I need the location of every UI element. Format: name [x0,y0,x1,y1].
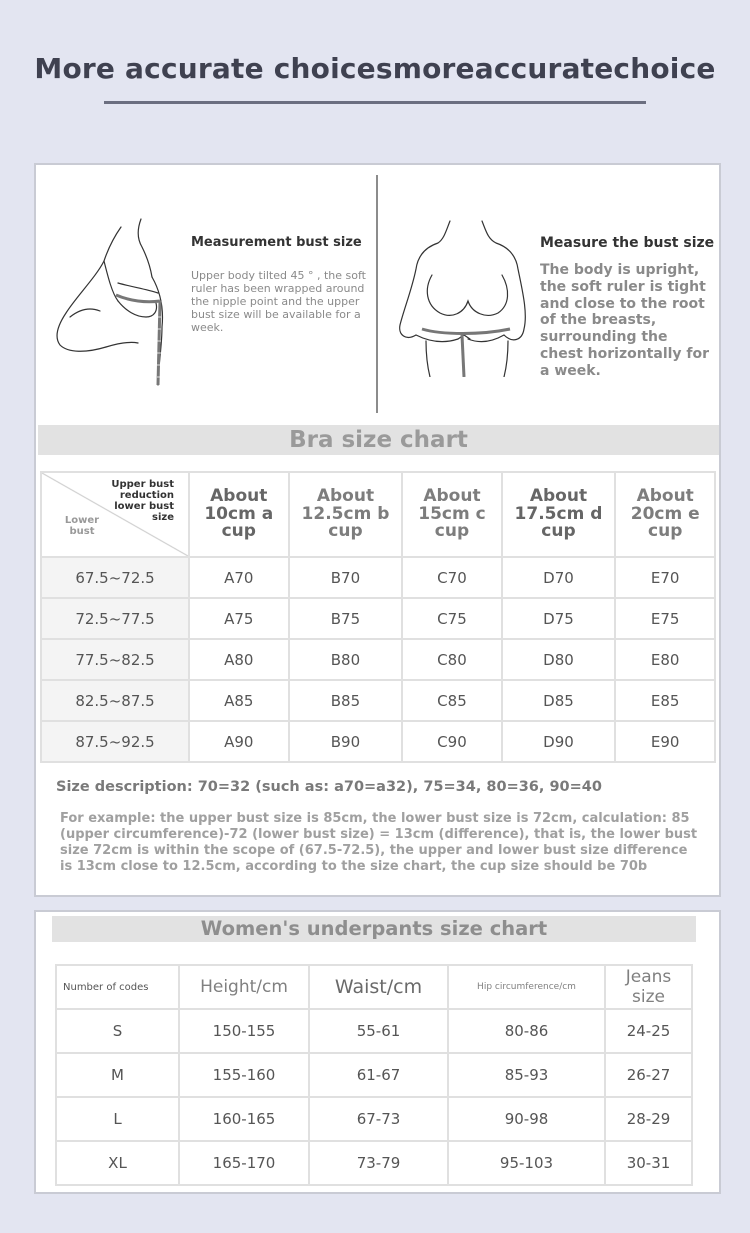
size-cell: A70 [189,557,289,598]
height-header: Height/cm [179,965,309,1009]
size-cell: E90 [615,721,715,762]
size-cell: E85 [615,680,715,721]
hip-cell: 90-98 [448,1097,605,1141]
size-cell: C90 [402,721,501,762]
underpants-size-card [34,910,721,1194]
size-cell: C70 [402,557,501,598]
underpants-chart-title: Women's underpants size chart [52,916,696,942]
size-cell: E75 [615,598,715,639]
bra-table-header-row [41,472,715,557]
size-cell: B70 [289,557,403,598]
headline-underline [104,101,646,104]
size-cell: D85 [502,680,616,721]
code-cell: M [56,1053,179,1097]
size-cell: B90 [289,721,403,762]
table-row [41,639,715,680]
bra-column-header: About 15cm c cup [402,472,501,557]
waist-cell: 67-73 [309,1097,448,1141]
size-cell: D70 [502,557,616,598]
jeans-size-header: Jeans size [605,965,692,1009]
lower-bust-cell: 72.5~77.5 [41,598,189,639]
jeans-size-cell: 28-29 [605,1097,692,1141]
measure-left-title: Measurement bust size [191,235,362,250]
jeans-size-cell: 26-27 [605,1053,692,1097]
size-cell: D75 [502,598,616,639]
page-headline: More accurate choicesmoreaccuratechoice [34,52,716,85]
jeans-size-cell: 30-31 [605,1141,692,1185]
height-cell: 165-170 [179,1141,309,1185]
code-cell: S [56,1009,179,1053]
measure-right-description: The body is upright, the soft ruler is tight and close to the root of the breasts, surrounding the chest horizontally for a week. [540,262,710,379]
size-cell: E80 [615,639,715,680]
jeans-size-cell: 24-25 [605,1009,692,1053]
size-cell: B80 [289,639,403,680]
table-row [41,557,715,598]
size-cell: B85 [289,680,403,721]
codes-header: Number of codes [56,965,179,1009]
size-cell: C75 [402,598,501,639]
bra-column-header: About 10cm a cup [189,472,289,557]
bra-column-header: About 12.5cm b cup [289,472,403,557]
bra-table-corner-cell [41,472,189,557]
table-row [41,721,715,762]
table-row [41,680,715,721]
waist-cell: 55-61 [309,1009,448,1053]
waist-cell: 73-79 [309,1141,448,1185]
size-cell: E70 [615,557,715,598]
hip-cell: 85-93 [448,1053,605,1097]
size-cell: D90 [502,721,616,762]
bra-chart-title: Bra size chart [38,425,719,455]
hip-cell: 95-103 [448,1141,605,1185]
table-row [56,1141,692,1185]
lower-bust-cell: 77.5~82.5 [41,639,189,680]
size-example: For example: the upper bust size is 85cm, the lower bust size is 72cm, calculation: 85 (upper circumference)-72 (lower bust size) = 13cm (difference), that is, the lower bust size 72cm is within the scope of (67.5-72.5), the upper and lower bust size difference is 13cm close to 12.5cm, according to the size chart, the cup size should be 70b [60,811,698,875]
lower-bust-cell: 87.5~92.5 [41,721,189,762]
size-cell: A80 [189,639,289,680]
hip-cell: 80-86 [448,1009,605,1053]
bra-size-card [34,163,721,897]
waist-cell: 61-67 [309,1053,448,1097]
height-cell: 150-155 [179,1009,309,1053]
bra-column-header: About 17.5cm d cup [502,472,616,557]
size-cell: D80 [502,639,616,680]
underpants-table-header-row [56,965,692,1009]
height-cell: 160-165 [179,1097,309,1141]
measure-divider [376,175,378,413]
size-cell: A90 [189,721,289,762]
bra-column-header: About 20cm e cup [615,472,715,557]
measure-right-title: Measure the bust size [540,235,715,251]
size-cell: A85 [189,680,289,721]
table-row [56,1009,692,1053]
measuring-tilted-figure-illustration [46,217,176,387]
height-cell: 155-160 [179,1053,309,1097]
hip-header: Hip circumference/cm [448,965,605,1009]
size-cell: C85 [402,680,501,721]
underpants-size-table [55,964,693,1186]
size-cell: B75 [289,598,403,639]
size-cell: C80 [402,639,501,680]
lower-bust-cell: 82.5~87.5 [41,680,189,721]
corner-lower-label: Lower bust [64,515,100,537]
table-row [56,1053,692,1097]
lower-bust-cell: 67.5~72.5 [41,557,189,598]
waist-header: Waist/cm [309,965,448,1009]
measure-left-description: Upper body tilted 45 ° , the soft ruler has been wrapped around the nipple point and the upper bust size will be available for a week. [191,269,366,334]
table-row [41,598,715,639]
code-cell: L [56,1097,179,1141]
measuring-upright-figure-illustration [392,217,532,377]
table-row [56,1097,692,1141]
code-cell: XL [56,1141,179,1185]
bra-size-table [40,471,716,763]
size-cell: A75 [189,598,289,639]
corner-upper-label: Upper bust reduction lower bust size [111,479,174,523]
size-description: Size description: 70=32 (such as: a70=a32), 75=34, 80=36, 90=40 [56,779,602,795]
